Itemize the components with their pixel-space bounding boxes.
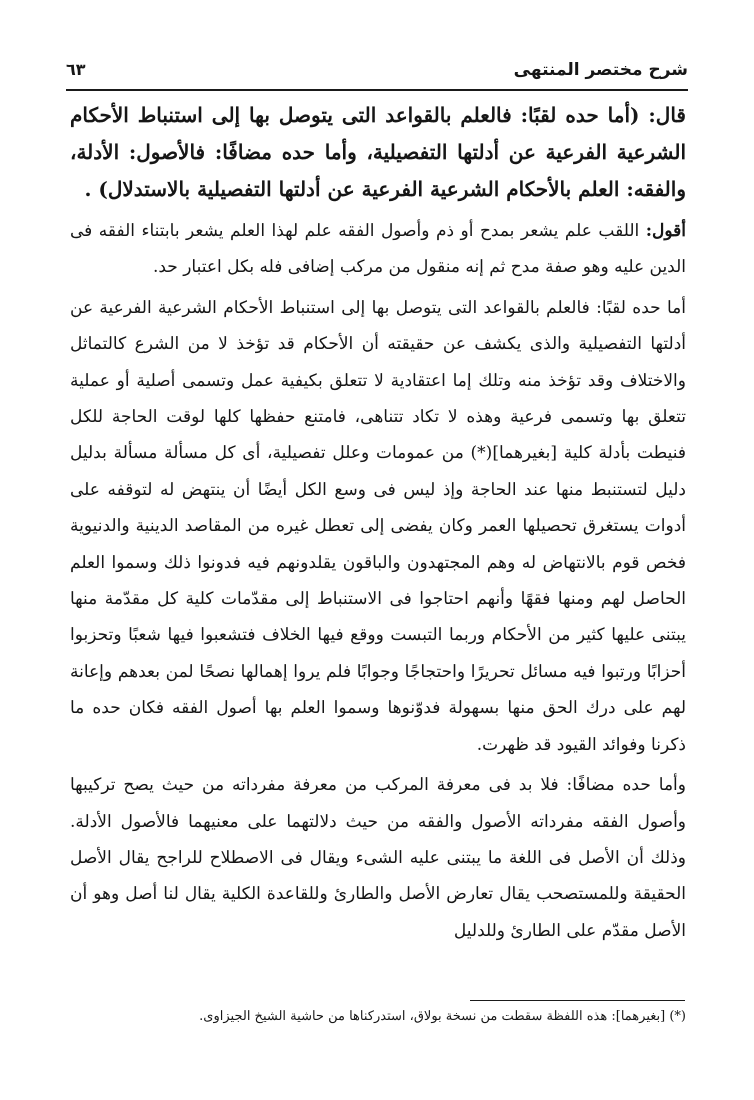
paragraph-text: وأما حده مضافًا: فلا بد فى معرفة المركب من معرفة مفرداته من حيث يصح تركيبها وأصول الفقه مفرداته الأصول والفقه من حيث دلالتهما على معنيهما فالأصول الأدلة. وذلك أن الأصل فى اللغة ما يبتنى عليه الشىء ويقال فى الاصطلاح للراجح يقال الأصل الحقيقة وللمستصحب يقال تعارض الأصل والطارئ وللقاعدة الكلية يقال لنا أصل وهو أن الأصل مقدّم على الطارئ وللدليل bbox=[70, 775, 686, 941]
paragraph-text: أما حده لقبًا: فالعلم بالقواعد التى يتوصل بها إلى استنباط الأحكام الشرعية الفرعية عن أدلتها التفصيلية والذى يكشف عن حقيقته أن الأحكام قد تؤخذ لا من الشرع كالتماثل والاختلاف وقد تؤخذ منه وتلك إما اعتقادية لا تتعلق بكيفية عمل وتسمى أصلية أو عملية تتعلق بها وتسمى فرعية وهذه لا تكاد تتناهى، فامتنع حفظها كلها لوقت الحاجة للكل فنيطت بأدلة كلية [بغيرهما](*) من عمومات وعلل تفصيلية، أى كل مسألة مسألة بدليل دليل لتستنبط منها عند الحاجة وإذ ليس فى وسع الكل أيضًا أن ينتهض له لتوقفه على أدوات يستغرق تحصيلها العمر وكان يفضى إلى تعطل غيره من المقاصد الدينية والدنيوية فخص قوم بالانتهاض له وهم المجتهدون والباقون يقلدونهم فيه فدونوا ذلك وسموا العلم الحاصل لهم ومنها فقهًا وأنهم احتاجوا فى الاستنباط إلى مقدّمات كلية كل مقدّمة منها يبتنى عليها كثير من الأحكام وربما التبست ووقع فيها الخلاف فتشعبوا فيها شعبًا وتحزبوا أحزابًا ورتبوا فيه مسائل تحريرًا واحتجاجًا وجوابًا فلم يروا إهمالها نصحًا لمن بعدهم وإعانة لهم على درك الحق منها بسهولة فدوّنوها وسموا العلم بها أصول الفقه فكان حده ما ذكرنا وفوائد القيود قد ظهرت. bbox=[70, 297, 686, 755]
quoted-matn-paragraph bbox=[70, 97, 686, 208]
book-title: شرح مختصر المنتهى bbox=[513, 60, 688, 80]
paragraph-text: اللقب علم يشعر بمدح أو ذم وأصول الفقه علم لهذا العلم يشعر بابتناء الفقه فى الدين عليه وهو صفة مدح ثم إنه منقول من مركب إضافى فله بكل اعتبار حد. bbox=[70, 221, 686, 278]
footnote: (*) [بغيرهما]: هذه اللفظة سقطت من نسخة بولاق، استدركناها من حاشية الشيخ الجيزاوى. bbox=[199, 1009, 686, 1024]
header-divider bbox=[66, 89, 688, 91]
commentary-paragraph bbox=[70, 290, 686, 763]
footnote-divider bbox=[470, 1000, 685, 1001]
paragraph-text: قال: (أما حده لقبًا: فالعلم بالقواعد التى يتوصل بها إلى استنباط الأحكام الشرعية الفرعية عن أدلتها التفصيلية، وأما حده مضافًا: فالأصول: الأدلة، والفقه: العلم بالأحكام الشرعية الفرعية عن أدلتها التفصيلية بالاستدلال) . bbox=[70, 103, 686, 201]
commentary-paragraph bbox=[70, 767, 686, 949]
paragraph-lead: أقول: bbox=[645, 221, 686, 241]
main-text bbox=[70, 97, 686, 953]
commentary-paragraph bbox=[70, 213, 686, 286]
running-header bbox=[66, 56, 688, 86]
page-number: ٦٣ bbox=[66, 60, 86, 79]
